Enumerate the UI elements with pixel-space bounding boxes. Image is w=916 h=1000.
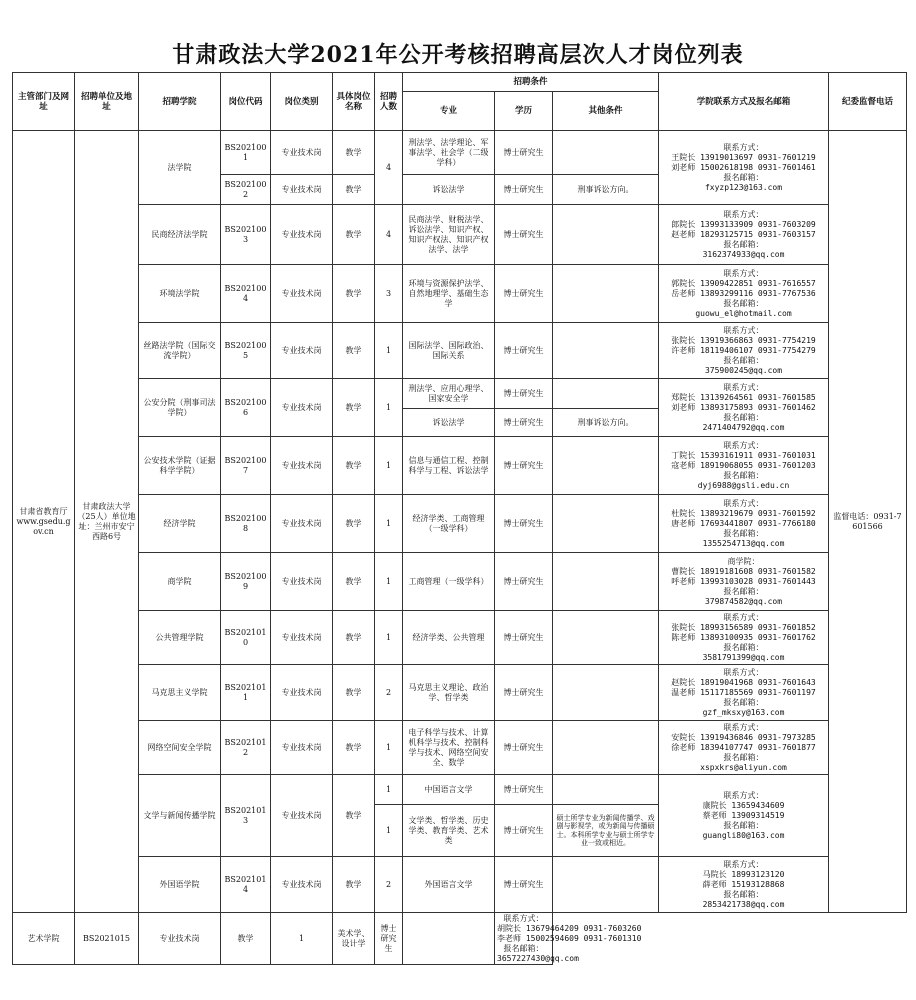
degree-cell: 博士研究生 [495,553,553,611]
header-post-name: 具体岗位名称 [333,73,375,131]
college-cell: 艺术学院 [13,913,75,965]
contact-line: 联系方式： [723,209,764,219]
college-cell: 民商经济法学院 [139,205,221,265]
major-cell: 电子科学与技术、计算机科学与技术、控制科学与技术、网络空间安全、数学 [403,721,495,775]
contact-cell [659,323,829,379]
college-cell: 公安分院（刑事司法学院） [139,379,221,437]
other-cell [553,265,659,323]
degree-cell: 博士研究生 [495,131,553,175]
contact-line: 联系方式： [723,440,764,450]
count-cell: 3 [375,265,403,323]
other-cell [553,775,659,805]
post-cell: 教学 [333,495,375,553]
degree-cell: 博士研究生 [495,857,553,913]
contact-email: gzf_mksxy@163.com [702,707,785,717]
code-cell: BS2021009 [221,553,271,611]
contact-line: 报名邮箱： [503,943,544,953]
table-row [13,265,907,323]
contact-email: dyj6988@gsli.edu.cn [697,480,790,490]
contact-line: 张院长 13919366863 0931-7754219 [671,335,816,345]
count-cell: 1 [375,323,403,379]
contact-email: guangli80@163.com [702,830,785,840]
contact-cell [659,379,829,437]
major-cell: 诉讼法学 [403,409,495,437]
table-row [13,775,907,805]
major-cell: 刑法学、法学理论、军事法学、社会学（二级学科） [403,131,495,175]
contact-line: 陈老师 13893100935 0931-7601762 [671,632,816,642]
contact-cell [659,857,829,913]
other-cell [553,437,659,495]
table-row [13,721,907,775]
category-cell: 专业技术岗 [271,437,333,495]
contact-line: 联系方式： [723,790,764,800]
contact-cell [659,665,829,721]
header-degree: 学历 [495,92,553,131]
degree-cell: 博士研究生 [495,265,553,323]
contact-line: 报名邮箱： [723,889,764,899]
header-contact: 学院联系方式及报名邮箱 [659,73,829,131]
contact-line: 联系方式： [723,722,764,732]
contact-line: 李老师 15002594609 0931-7601310 [497,933,642,943]
contact-line: 徐老师 18394107747 0931-7601877 [671,742,816,752]
college-cell: 外国语学院 [139,857,221,913]
other-cell [553,379,659,409]
post-cell: 教学 [333,265,375,323]
code-cell: BS2021006 [221,379,271,437]
category-cell: 专业技术岗 [271,857,333,913]
code-cell: BS2021005 [221,323,271,379]
contact-cell [659,131,829,205]
table-row [13,379,907,409]
college-cell: 商学院 [139,553,221,611]
degree-cell: 博士研究生 [495,495,553,553]
page-title: 甘肃政法大学2021年公开考核招聘高层次人才岗位列表 [172,42,744,68]
degree-cell: 博士研究生 [495,665,553,721]
category-cell: 专业技术岗 [271,553,333,611]
category-cell: 专业技术岗 [139,913,221,965]
other-cell [553,131,659,175]
code-cell: BS2021003 [221,205,271,265]
contact-line: 郭院长 13909422851 0931-7616557 [671,278,816,288]
contact-line: 报名邮箱： [723,239,764,249]
degree-cell: 博士研究生 [495,721,553,775]
college-cell: 公安技术学院（证据科学学院） [139,437,221,495]
contact-line: 张院长 18993156589 0931-7601852 [671,622,816,632]
contact-line: 薛老师 15193128868 [702,879,785,889]
contact-cell [659,205,829,265]
contact-email: 2471404792@qq.com [702,422,785,432]
contact-line: 寇老师 18919068055 0931-7601203 [671,460,816,470]
degree-cell: 博士研究生 [375,913,403,965]
major-cell: 刑法学、应用心理学、国家安全学 [403,379,495,409]
category-cell: 专业技术岗 [271,775,333,857]
code-cell: BS2021014 [221,857,271,913]
table-row [13,437,907,495]
category-cell: 专业技术岗 [271,131,333,175]
other-cell [553,857,659,913]
code-cell: BS2021012 [221,721,271,775]
other-cell [553,323,659,379]
contact-line: 报名邮箱： [723,586,764,596]
degree-cell: 博士研究生 [495,379,553,409]
college-cell: 网络空间安全学院 [139,721,221,775]
unit-cell: 甘肃政法大学（25人）单位地址：兰州市安宁西路6号 [75,131,139,913]
major-cell: 经济学类、公共管理 [403,611,495,665]
category-cell: 专业技术岗 [271,721,333,775]
category-cell: 专业技术岗 [271,495,333,553]
contact-cell [659,775,829,857]
contact-email: 375900245@qq.com [704,365,783,375]
contact-line: 报名邮箱： [723,528,764,538]
college-cell: 丝路法学院（国际交流学院） [139,323,221,379]
table-row [13,665,907,721]
count-cell: 1 [375,437,403,495]
contact-line: 联系方式： [723,498,764,508]
other-cell [553,611,659,665]
college-cell: 文学与新闻传播学院 [139,775,221,857]
degree-cell: 博士研究生 [495,437,553,495]
contact-cell [659,553,829,611]
other-cell: 硕士所学专业为新闻传播学、戏剧与影视学，或为新闻与传播硕士。本科所学专业与硕士所学专业一致或相近。 [553,805,659,857]
major-cell: 诉讼法学 [403,175,495,205]
degree-cell: 博士研究生 [495,323,553,379]
major-cell: 中国语言文学 [403,775,495,805]
header-dept: 主管部门及网址 [13,73,75,131]
header-category: 岗位类别 [271,73,333,131]
major-cell: 经济学类、工商管理（一级学科） [403,495,495,553]
contact-line: 报名邮箱： [723,697,764,707]
contact-line: 报名邮箱： [723,172,764,182]
contact-line: 报名邮箱： [723,355,764,365]
contact-line: 丁院长 15393161911 0931-7601031 [671,450,816,460]
positions-table [12,72,907,965]
major-cell: 国际法学、国际政治、国际关系 [403,323,495,379]
supervision-cell: 监督电话：0931-7601566 [829,131,907,913]
code-cell: BS2021013 [221,775,271,857]
count-cell: 4 [375,205,403,265]
code-cell: BS2021015 [75,913,139,965]
category-cell: 专业技术岗 [271,205,333,265]
count-cell: 1 [375,553,403,611]
contact-email: 2853421738@qq.com [702,899,785,909]
contact-line: 呼老师 13993103028 0931-7601443 [671,576,816,586]
college-cell: 公共管理学院 [139,611,221,665]
table-row [13,205,907,265]
post-cell: 教学 [333,775,375,857]
degree-cell: 博士研究生 [495,611,553,665]
contact-line: 王院长 13919013697 0931-7601219 [671,152,816,162]
dept-cell: 甘肃省教育厅 www.gsedu.gov.cn [13,131,75,913]
contact-line: 赵院长 18919041968 0931-7601643 [671,677,816,687]
header-other: 其他条件 [553,92,659,131]
contact-line: 报名邮箱： [723,642,764,652]
major-cell: 文学类、哲学类、历史学类、教育学类、艺术类 [403,805,495,857]
code-cell: BS2021007 [221,437,271,495]
post-cell: 教学 [333,323,375,379]
table-row [13,553,907,611]
degree-cell: 博士研究生 [495,409,553,437]
table-row [13,913,907,965]
contact-cell [659,437,829,495]
code-cell: BS2021008 [221,495,271,553]
post-cell: 教学 [333,379,375,437]
contact-line: 刘老师 13893175893 0931-7601462 [671,402,816,412]
college-cell: 经济学院 [139,495,221,553]
college-cell: 马克思主义学院 [139,665,221,721]
degree-cell: 博士研究生 [495,175,553,205]
table-row [13,857,907,913]
other-cell [553,495,659,553]
contact-line: 杜院长 13893219679 0931-7601592 [671,508,816,518]
post-cell: 教学 [333,131,375,175]
other-cell: 刑事诉讼方向。 [553,175,659,205]
contact-line: 唐老师 17693441807 0931-7766180 [671,518,816,528]
other-cell [403,913,495,965]
header-supervision: 纪委监督电话 [829,73,907,131]
contact-line: 郎院长 13993133909 0931-7603209 [671,219,816,229]
contact-cell [659,611,829,665]
college-cell: 环境法学院 [139,265,221,323]
contact-line: 报名邮箱： [723,470,764,480]
post-cell: 教学 [333,721,375,775]
code-cell: BS2021002 [221,175,271,205]
category-cell: 专业技术岗 [271,175,333,205]
contact-line: 联系方式： [723,142,764,152]
contact-line: 温老师 15117185569 0931-7601197 [671,687,816,697]
contact-line: 曹院长 18919181608 0931-7601582 [671,566,816,576]
contact-line: 报名邮箱： [723,752,764,762]
header-unit: 招聘单位及地址 [75,73,139,131]
contact-email: 1355254713@qq.com [702,538,785,548]
post-cell: 教学 [333,611,375,665]
table-row [13,495,907,553]
major-cell: 外国语言文学 [403,857,495,913]
code-cell: BS2021011 [221,665,271,721]
other-cell [553,665,659,721]
college-cell: 法学院 [139,131,221,205]
contact-line: 胡院长 13679464209 0931-7603260 [497,923,642,933]
category-cell: 专业技术岗 [271,611,333,665]
contact-line: 联系方式： [503,913,544,923]
contact-email: 3162374933@qq.com [702,249,785,259]
count-cell: 1 [375,495,403,553]
contact-line: 赵老师 18293125715 0931-7603157 [671,229,816,239]
contact-line: 联系方式： [723,612,764,622]
contact-cell [659,495,829,553]
contact-line: 安院长 13919436846 0931-7973285 [671,732,816,742]
degree-cell: 博士研究生 [495,205,553,265]
count-cell: 1 [375,721,403,775]
major-cell: 民商法学、财税法学、诉讼法学、知识产权、知识产权法、知识产权法学、法学 [403,205,495,265]
post-cell: 教学 [333,665,375,721]
contact-email: guowu_el@hotmail.com [695,308,792,318]
post-cell: 教学 [333,857,375,913]
category-cell: 专业技术岗 [271,265,333,323]
contact-line: 报名邮箱： [723,412,764,422]
post-cell: 教学 [333,175,375,205]
contact-line: 联系方式： [723,325,764,335]
code-cell: BS2021004 [221,265,271,323]
contact-line: 报名邮箱： [723,298,764,308]
table-row [13,611,907,665]
header-code: 岗位代码 [221,73,271,131]
major-cell: 美术学、设计学 [333,913,375,965]
contact-line: 许老师 18119406107 0931-7754279 [671,345,816,355]
contact-line: 联系方式： [723,667,764,677]
other-cell [553,205,659,265]
category-cell: 专业技术岗 [271,323,333,379]
header-college: 招聘学院 [139,73,221,131]
other-cell [553,553,659,611]
contact-email: fxyzp123@163.com [704,182,783,192]
count-cell: 1 [375,611,403,665]
contact-cell [659,721,829,775]
count-cell: 1 [375,775,403,805]
contact-line: 康院长 13659434609 [702,800,785,810]
contact-email: 379874582@qq.com [704,596,783,606]
post-cell: 教学 [333,553,375,611]
post-cell: 教学 [333,437,375,495]
other-cell: 刑事诉讼方向。 [553,409,659,437]
contact-email: 3581791399@qq.com [702,652,785,662]
contact-cell [495,913,642,965]
degree-cell: 博士研究生 [495,805,553,857]
contact-line: 郑院长 13139264561 0931-7601585 [671,392,816,402]
contact-line: 蔡老师 13909314519 [702,810,785,820]
code-cell: BS2021001 [221,131,271,175]
contact-line: 联系方式： [723,859,764,869]
count-cell: 4 [375,131,403,205]
header-major: 专业 [403,92,495,131]
major-cell: 工商管理（一级学科） [403,553,495,611]
header-conditions: 招聘条件 [403,73,659,92]
table-row [13,131,907,175]
count-cell: 2 [375,857,403,913]
contact-line: 岳老师 13893299116 0931-7767536 [671,288,816,298]
contact-line: 报名邮箱： [723,820,764,830]
count-cell: 2 [375,665,403,721]
code-cell: BS2021010 [221,611,271,665]
major-cell: 环境与资源保护法学、自然地理学、基础生态学 [403,265,495,323]
contact-line: 联系方式： [723,382,764,392]
category-cell: 专业技术岗 [271,379,333,437]
post-cell: 教学 [333,205,375,265]
contact-line: 马院长 18993123120 [702,869,785,879]
contact-email: 3657227430@qq.com [497,953,579,963]
count-cell: 1 [271,913,333,965]
degree-cell: 博士研究生 [495,775,553,805]
major-cell: 马克思主义理论、政治学、哲学类 [403,665,495,721]
contact-line: 联系方式： [723,268,764,278]
count-cell: 1 [375,805,403,857]
count-cell: 1 [375,379,403,437]
header-count: 招聘人数 [375,73,403,131]
major-cell: 信息与通信工程、控制科学与工程、诉讼法学 [403,437,495,495]
other-cell [553,721,659,775]
contact-line: 商学院： [727,556,760,566]
contact-email: xspxkrs@aliyun.com [700,762,787,772]
table-row [13,323,907,379]
category-cell: 专业技术岗 [271,665,333,721]
contact-cell [659,265,829,323]
contact-line: 刘老师 15002618198 0931-7601461 [671,162,816,172]
post-cell: 教学 [221,913,271,965]
